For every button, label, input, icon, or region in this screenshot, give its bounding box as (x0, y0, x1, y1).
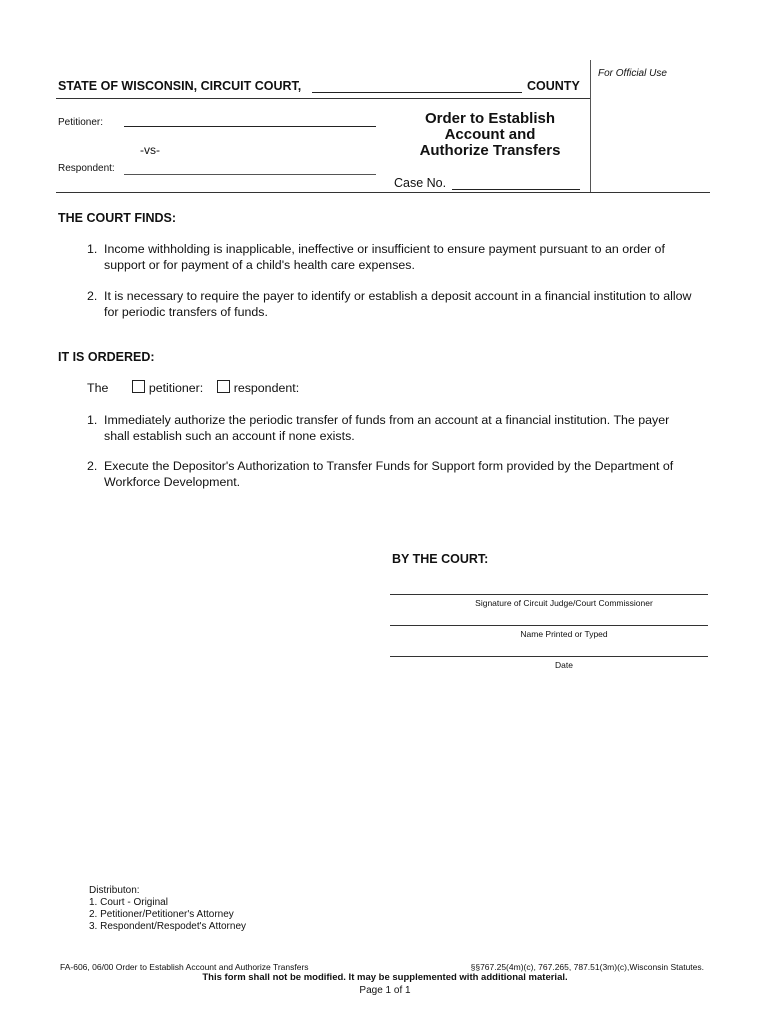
distribution-item-2: 2. Petitioner/Petitioner's Attorney (89, 909, 234, 920)
modification-notice: This form shall not be modified. It may be supplemented with additional material. (202, 972, 568, 983)
order-1-line-1: Immediately authorize the periodic transfer of funds from an account at a financial institution. The payer (104, 413, 670, 427)
finding-item-2 (87, 288, 717, 320)
respondent-field[interactable] (124, 162, 376, 175)
finding-2-line-1: It is necessary to require the payer to identify or establish a deposit account in a financial institution to allow (104, 289, 692, 303)
petitioner-checkbox[interactable] (132, 380, 145, 393)
official-use-label: For Official Use (598, 68, 667, 79)
order-1-line-2: shall establish such an account if none exists. (104, 429, 355, 443)
respondent-checkbox[interactable] (217, 380, 230, 393)
caption-bottom-rule (56, 192, 710, 193)
findings-heading: THE COURT FINDS: (58, 211, 177, 225)
by-the-court-label: BY THE COURT: (392, 552, 489, 566)
order-2-number: 2. (87, 459, 98, 473)
finding-2-number: 2. (87, 289, 98, 303)
finding-1-line-1: Income withholding is inapplicable, ineffective or insufficient to ensure payment pursuant to an order of (104, 242, 665, 256)
distribution-heading: Distributon: (89, 885, 140, 896)
name-printed-label: Name Printed or Typed (520, 629, 608, 639)
signature-line[interactable] (390, 594, 708, 595)
case-number-label: Case No. (394, 176, 447, 190)
order-2-line-1: Execute the Depositor's Authorization to Transfer Funds for Support form provided by the Department of (104, 459, 674, 473)
page-number: Page 1 of 1 (359, 985, 411, 996)
respondent-option-label: respondent: (233, 381, 300, 395)
distribution-list (89, 885, 246, 933)
petitioner-option-label: petitioner: (148, 381, 204, 395)
respondent-label: Respondent: (58, 163, 115, 174)
the-label: The (87, 381, 109, 395)
case-number-field[interactable] (452, 175, 580, 190)
vs-label: -vs- (140, 143, 160, 157)
finding-1-number: 1. (87, 242, 98, 256)
petitioner-label: Petitioner: (58, 117, 104, 128)
form-title (390, 111, 590, 159)
signature-label: Signature of Circuit Judge/Court Commissioner (475, 598, 653, 608)
official-use-divider (590, 60, 591, 192)
form-id: FA-606, 06/00 Order to Establish Account and Authorize Transfers (60, 962, 309, 972)
name-printed-line[interactable] (390, 625, 708, 626)
finding-item-1 (87, 241, 717, 273)
title-line-1: Order to Establish (424, 110, 556, 127)
order-item-1 (87, 412, 717, 444)
order-item-2 (87, 458, 717, 490)
party-selection (87, 380, 299, 396)
county-label: COUNTY (527, 79, 580, 93)
date-label: Date (555, 660, 573, 670)
date-line[interactable] (390, 656, 708, 657)
county-field[interactable] (312, 78, 522, 93)
distribution-item-1: 1. Court - Original (89, 897, 168, 908)
order-2-line-2: Workforce Development. (104, 475, 241, 489)
orders-heading: IT IS ORDERED: (58, 350, 155, 364)
header-rule (56, 98, 590, 99)
order-1-number: 1. (87, 413, 98, 427)
finding-2-line-2: for periodic transfers of funds. (104, 305, 268, 319)
statutes: §§767.25(4m)(c), 767.265, 787.51(3m)(c),Wisconsin Statutes. (470, 962, 704, 972)
court-heading: STATE OF WISCONSIN, CIRCUIT COURT, (58, 79, 302, 93)
petitioner-field[interactable] (124, 113, 376, 127)
distribution-item-3: 3. Respondent/Respodet's Attorney (89, 921, 247, 932)
title-line-2: Account and (444, 126, 536, 143)
finding-1-line-2: support or for payment of a child's health care expenses. (104, 258, 415, 272)
title-line-3: Authorize Transfers (419, 142, 561, 159)
